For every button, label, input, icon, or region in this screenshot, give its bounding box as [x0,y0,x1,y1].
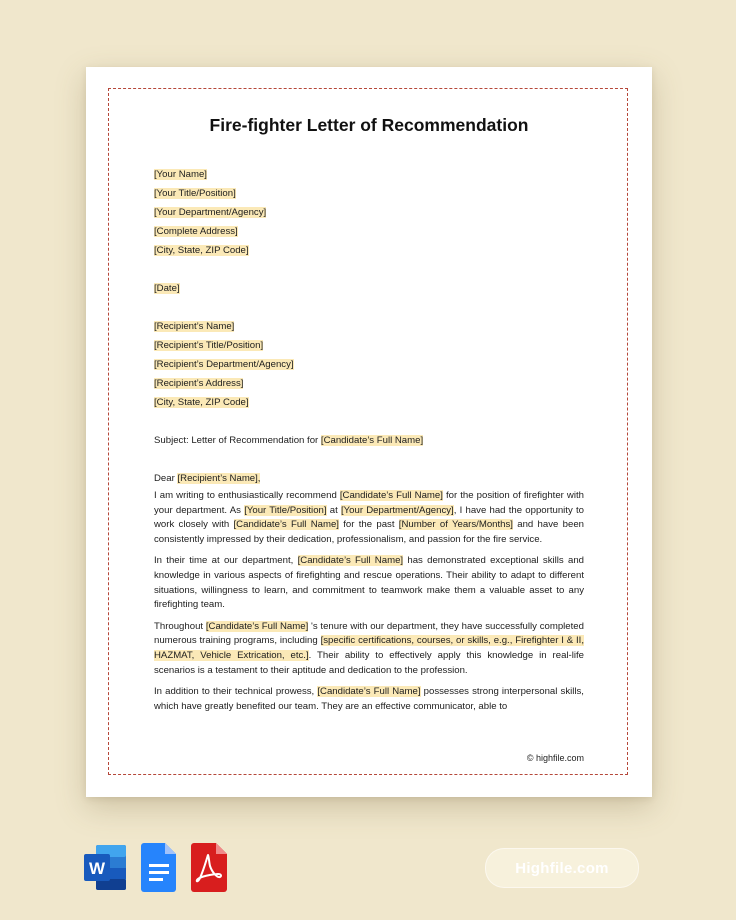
sender-address-field: [Complete Address] [154,226,238,237]
salutation-field: [Recipient’s Name], [177,473,261,484]
recipient-address-field: [Recipient’s Address] [154,378,244,389]
salutation: Dear [Recipient’s Name], [154,473,261,484]
google-docs-icon [141,842,177,893]
sender-title-field: [Your Title/Position] [154,188,236,199]
document-page [86,67,652,797]
paragraph-3: Throughout [Candidate’s Full Name] 's tenure with our department, they have successfully completed numerous training programs, including [specific certifications, courses, or skills, e.g., Firefighter I & II, HAZMAT, Vehicle Extrication, etc.]. Their ability to effectively apply this knowledge in real-life scenarios is a testament to their aptitude and dedication to the profession. [154,620,585,676]
recipient-title-field: [Recipient’s Title/Position] [154,340,264,351]
date-field: [Date] [154,283,180,294]
recipient-city-field: [City, State, ZIP Code] [154,397,249,408]
subject-line: Subject: Letter of Recommendation for [Candidate’s Full Name] [154,435,424,446]
letter-body [154,165,584,721]
recipient-name-field: [Recipient’s Name] [154,321,235,332]
paragraph-4: In addition to their technical prowess, [Candidate’s Full Name] possesses strong interpersonal skills, which have greatly benefited our team. They are an effective communicator, able to [154,686,584,712]
subject-candidate-field: [Candidate’s Full Name] [320,435,424,446]
copyright-notice: © highfile.com [526,753,584,763]
paragraph-1: I am writing to enthusiastically recommend [Candidate’s Full Name] for the position of firefighter with your department. As [Your Title/Position] at [Your Department/Agency], I have had the opportunity to work closely with [Candidate’s Full Name] for the past [Number of Years/Months] and have been consistently impressed by their dedication, professionalism, and passion for the fire service. [154,490,584,545]
word-icon [82,842,128,893]
svg-text:W: W [88,859,106,878]
sender-city-field: [City, State, ZIP Code] [154,245,249,256]
sender-block [154,165,584,260]
pdf-icon [191,842,228,893]
sender-name-field: [Your Name] [154,169,207,180]
highfile-brand-badge[interactable]: Highfile.com [485,848,639,888]
document-title: Fire-fighter Letter of Recommendation [209,115,529,135]
sender-department-field: [Your Department/Agency] [154,207,267,218]
paragraph-2: In their time at our department, [Candidate’s Full Name] has demonstrated exceptional skills and knowledge in various aspects of firefighting and rescue operations. Their ability to adapt to different situations, willingness to learn, and commitment to teamwork make them a valuable asset to any firefighting team. [154,555,584,611]
recipient-department-field: [Recipient’s Department/Agency] [154,359,294,370]
recipient-block [154,317,584,412]
